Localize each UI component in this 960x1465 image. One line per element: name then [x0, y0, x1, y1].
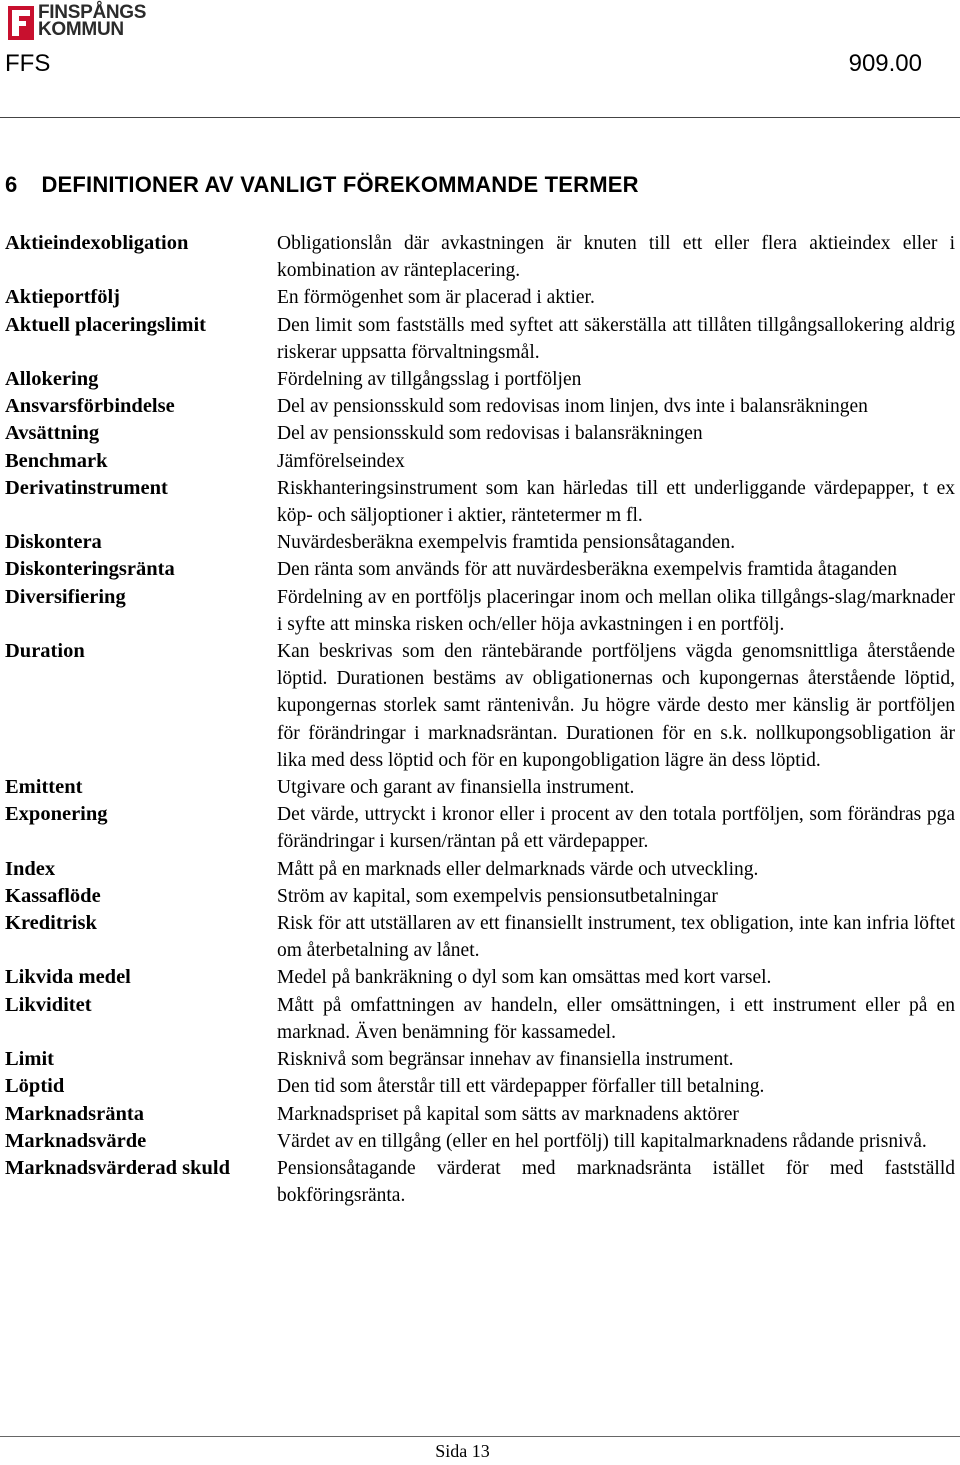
glossary-term: Aktieindexobligation: [5, 232, 189, 254]
glossary-term: Index: [5, 857, 56, 880]
logo-line-2: KOMMUN: [38, 19, 124, 40]
glossary-term: Derivatinstrument: [5, 476, 168, 499]
glossary-definition: Marknadspriset på kapital som sätts av marknadens aktörer: [277, 1103, 739, 1125]
glossary-entry: [5, 1128, 955, 1155]
glossary-entry: [5, 393, 955, 420]
glossary-definition: Fördelning av tillgångsslag i portföljen: [277, 369, 582, 391]
glossary-definition: Värdet av en tillgång (eller en hel portfölj) till kapitalmarknadens rådande prisnivå.: [277, 1130, 927, 1152]
glossary-term: Limit: [5, 1048, 54, 1071]
glossary-entry: [5, 284, 955, 311]
glossary-entry: [5, 1046, 955, 1073]
glossary-term: Marknadsvärderad skuld: [5, 1156, 230, 1179]
glossary-entry: [5, 556, 955, 583]
header-document-number: 909.00: [848, 50, 922, 77]
glossary-term: Avsättning: [5, 422, 100, 445]
glossary-list: [5, 230, 955, 1209]
glossary-definition: Den tid som återstår till ett värdepapper förfaller till betalning.: [277, 1076, 765, 1098]
glossary-entry: [5, 1155, 955, 1209]
glossary-entry: [5, 366, 955, 393]
glossary-term: Aktieportfölj: [5, 286, 121, 309]
glossary-entry: [5, 638, 955, 774]
glossary-entry: [5, 883, 955, 910]
glossary-definition: Del av pensionsskuld som redovisas inom linjen, dvs inte i balansräkningen: [277, 396, 868, 418]
glossary-term: Marknadsvärde: [5, 1129, 147, 1152]
glossary-definition: Den ränta som används för att nuvärdesberäkna exempelvis framtida åtaganden: [277, 559, 897, 581]
logo-line-1: FINSPÅNGS: [38, 2, 147, 23]
glossary-term: Allokering: [5, 368, 99, 391]
section-heading: [5, 172, 639, 198]
glossary-term: Diversifiering: [5, 585, 126, 608]
glossary-entry: [5, 774, 955, 801]
glossary-term: Ansvarsförbindelse: [5, 395, 175, 418]
glossary-term: Likviditet: [5, 993, 92, 1016]
glossary-entry: [5, 420, 955, 447]
glossary-definition: Riskhanteringsinstrument som kan härledas till ett underliggande värdepapper, t ex köp- och säljoptioner i aktier, räntetermer m fl.: [277, 477, 955, 527]
glossary-entry: [5, 964, 955, 991]
glossary-definition: Mått på omfattningen av handeln, eller omsättningen, i ett instrument eller på en marknad. Även benämning för kassamedel.: [277, 994, 955, 1043]
glossary-definition: Den limit som fastställs med syftet att säkerställa att tillåten tillgångsallokering aldrig riskerar uppsatta förvaltningsmål.: [277, 314, 955, 363]
glossary-definition: Mått på en marknads eller delmarknads värde och utveckling.: [277, 858, 759, 880]
municipal-shield-icon: [8, 6, 34, 40]
glossary-term: Benchmark: [5, 449, 108, 472]
glossary-term: Exponering: [5, 803, 108, 826]
glossary-entry: [5, 584, 955, 638]
footer-divider: [0, 1436, 960, 1437]
glossary-entry: [5, 529, 955, 556]
glossary-definition: Utgivare och garant av finansiella instrument.: [277, 777, 635, 799]
glossary-definition: Obligationslån där avkastningen är knuten till ett eller flera aktieindex eller i kombination av ränteplacering.: [277, 233, 955, 282]
logo-wordmark: [38, 4, 178, 38]
glossary-definition: En förmögenhet som är placerad i aktier.: [277, 287, 595, 309]
finspang-kommun-logo: [8, 4, 178, 44]
glossary-definition: Ström av kapital, som exempelvis pensionsutbetalningar: [277, 885, 718, 907]
glossary-entry: [5, 910, 955, 964]
glossary-entry: [5, 475, 955, 529]
glossary-definition: Fördelning av en portföljs placeringar inom och mellan olika tillgångs-slag/marknader i syfte att minska risken och/eller höja avkastningen i en portfölj.: [277, 586, 955, 635]
glossary-entry: [5, 312, 955, 366]
glossary-entry: [5, 856, 955, 883]
glossary-definition: Medel på bankräkning o dyl som kan omsättas med kort varsel.: [277, 967, 772, 989]
glossary-term: Emittent: [5, 776, 83, 799]
glossary-entry: [5, 1101, 955, 1128]
glossary-entry: [5, 230, 955, 284]
glossary-entry: [5, 1073, 955, 1100]
glossary-term: Aktuell placeringslimit: [5, 313, 207, 336]
glossary-term: Diskonteringsränta: [5, 558, 175, 581]
glossary-definition: Risknivå som begränsar innehav av finansiella instrument.: [277, 1049, 734, 1071]
header-divider: [0, 117, 960, 118]
glossary-definition: Kan beskrivas som den räntebärande portföljens vägda genomsnittliga återstående löptid. Durationen bestäms av obligationernas och kupongernas återstående löptid, kupongernas storlek samt räntenivån. Ju högre värde desto mer känslig är portföljen för förändringar i marknadsräntan. Durationen för en s.k. nollkupongsobligation är lika med dess löptid och för en kupongobligation lägre än dess löptid.: [277, 641, 955, 771]
glossary-entry: [5, 448, 955, 475]
glossary-term: Kassaflöde: [5, 884, 101, 907]
glossary-entry: [5, 801, 955, 855]
glossary-definition: Pensionsåtagande värderat med marknadsränta istället för med fastställd bokföringsränta.: [277, 1157, 955, 1207]
glossary-definition: Jämförelseindex: [277, 450, 405, 472]
glossary-definition: Det värde, uttryckt i kronor eller i procent av den totala portföljen, som förändras pga förändringar i kursen/räntan på ett värdepapper.: [277, 804, 955, 853]
glossary-definition: Nuvärdesberäkna exempelvis framtida pensionsåtaganden.: [277, 532, 736, 554]
glossary-entry: [5, 992, 955, 1046]
glossary-term: Löptid: [5, 1075, 65, 1098]
glossary-term: Diskontera: [5, 531, 102, 554]
glossary-term: Marknadsränta: [5, 1102, 144, 1125]
glossary-term: Likvida medel: [5, 966, 131, 989]
glossary-definition: Del av pensionsskuld som redovisas i balansräkningen: [277, 423, 703, 445]
header-document-code: FFS: [5, 50, 51, 77]
glossary-term: Kreditrisk: [5, 912, 97, 935]
glossary-definition: Risk för att utställaren av ett finansiellt instrument, tex obligation, inte kan infria löftet om återbetalning av lånet.: [277, 913, 955, 962]
glossary-term: Duration: [5, 640, 85, 663]
page-number: Sida 13: [435, 1441, 490, 1461]
section-number: 6: [5, 172, 18, 197]
section-title-text: DEFINITIONER AV VANLIGT FÖREKOMMANDE TERMER: [41, 172, 639, 197]
